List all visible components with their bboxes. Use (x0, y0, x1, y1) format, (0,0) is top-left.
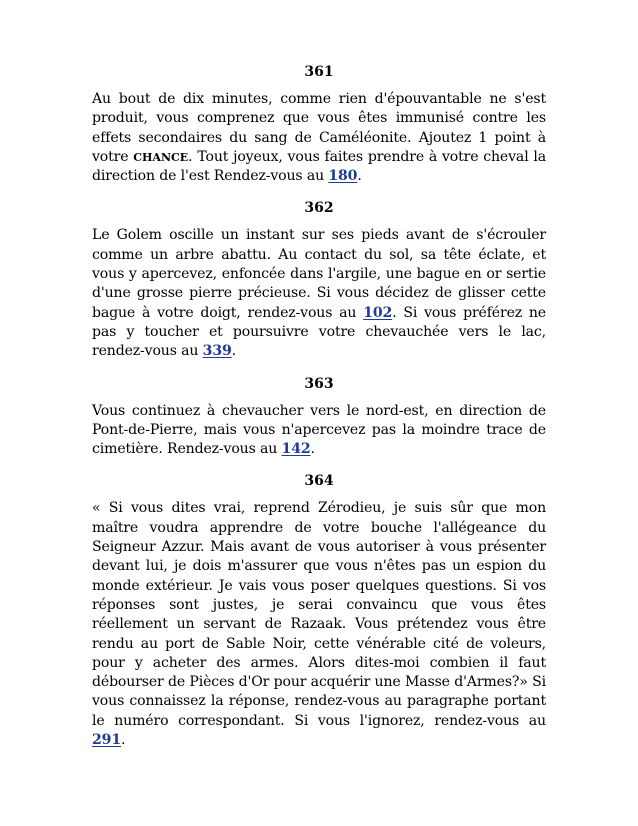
paragraph-text: . (120, 732, 126, 749)
section-text-362 (92, 226, 546, 361)
section-text-361 (92, 90, 546, 186)
section-number-363: 363 (304, 375, 334, 392)
goto-link-291[interactable]: 291 (92, 732, 121, 749)
section-text-364 (92, 499, 546, 750)
paragraph-text: Au bout de dix minutes, comme rien d'épouvantable ne s'est produit, vous comprenez que vous êtes immunisé contre les effets secondaires du sang de Caméléonite. Ajoutez 1 point à votre (92, 91, 546, 165)
section-text-363 (92, 402, 546, 460)
section-number-361: 361 (304, 64, 334, 80)
goto-link-339[interactable]: 339 (202, 343, 232, 360)
section-number-364: 364 (304, 473, 334, 490)
goto-link-102[interactable]: 102 (363, 304, 393, 321)
stat-name: CHANCE (133, 150, 189, 164)
paragraph-text: . (310, 441, 315, 458)
section-number-362: 362 (304, 200, 334, 217)
paragraph-text: Vous continuez à chevaucher vers le nord-est, en direction de Pont-de-Pierre, mais vous n'apercevez pas la moindre trace de cimetière. Rendez-vous au (92, 402, 546, 458)
paragraph-text: Le Golem oscille un instant sur ses pieds avant de s'écrouler comme un arbre abattu. Au contact du sol, sa tête éclate, et vous y apercevez, enfoncée dans l'argile, une bague en or sertie d'une grosse pierre précieuse. Si vous décidez de glisser cette bague à votre doigt, rendez-vous au (92, 227, 546, 321)
paragraph-text: « Si vous dites vrai, reprend Zérodieu, je suis sûr que mon maître voudra apprendre de votre bouche l'allégeance du Seigneur Azzur. Mais avant de vous autoriser à vous présenter devant lui, je dois m'assurer que vous n'êtes pas un espion du monde extérieur. Je vais vous poser quelques questions. Si vos réponses sont justes, je serai convaincu que vous êtes réellement un servant de Razaak. Vous prétendez vous être rendu au port de Sable Noir, cette vénérable cité de voleurs, pour y acheter des armes. Alors dites-moi combien il faut débourser de Pièces d'Or pour acquérir une Masse d'Armes?» Si vous connaissez la réponse, rendez-vous au paragraphe portant le numéro correspondant. Si vous l'ignorez, rendez-vous au (92, 500, 546, 729)
paragraph-text: . (231, 343, 236, 360)
goto-link-180[interactable]: 180 (328, 168, 358, 185)
paragraph-text: . (357, 168, 362, 185)
paragraph-text: . Tout joyeux, vous faites prendre à votre cheval la direction de l'est Rendez-vous au (92, 148, 546, 185)
goto-link-142[interactable]: 142 (281, 441, 311, 458)
paragraph-text: . Si vous préférez ne pas y toucher et poursuivre votre chevauchée vers le lac, rendez-vous au (92, 304, 547, 360)
document-page (92, 62, 546, 762)
